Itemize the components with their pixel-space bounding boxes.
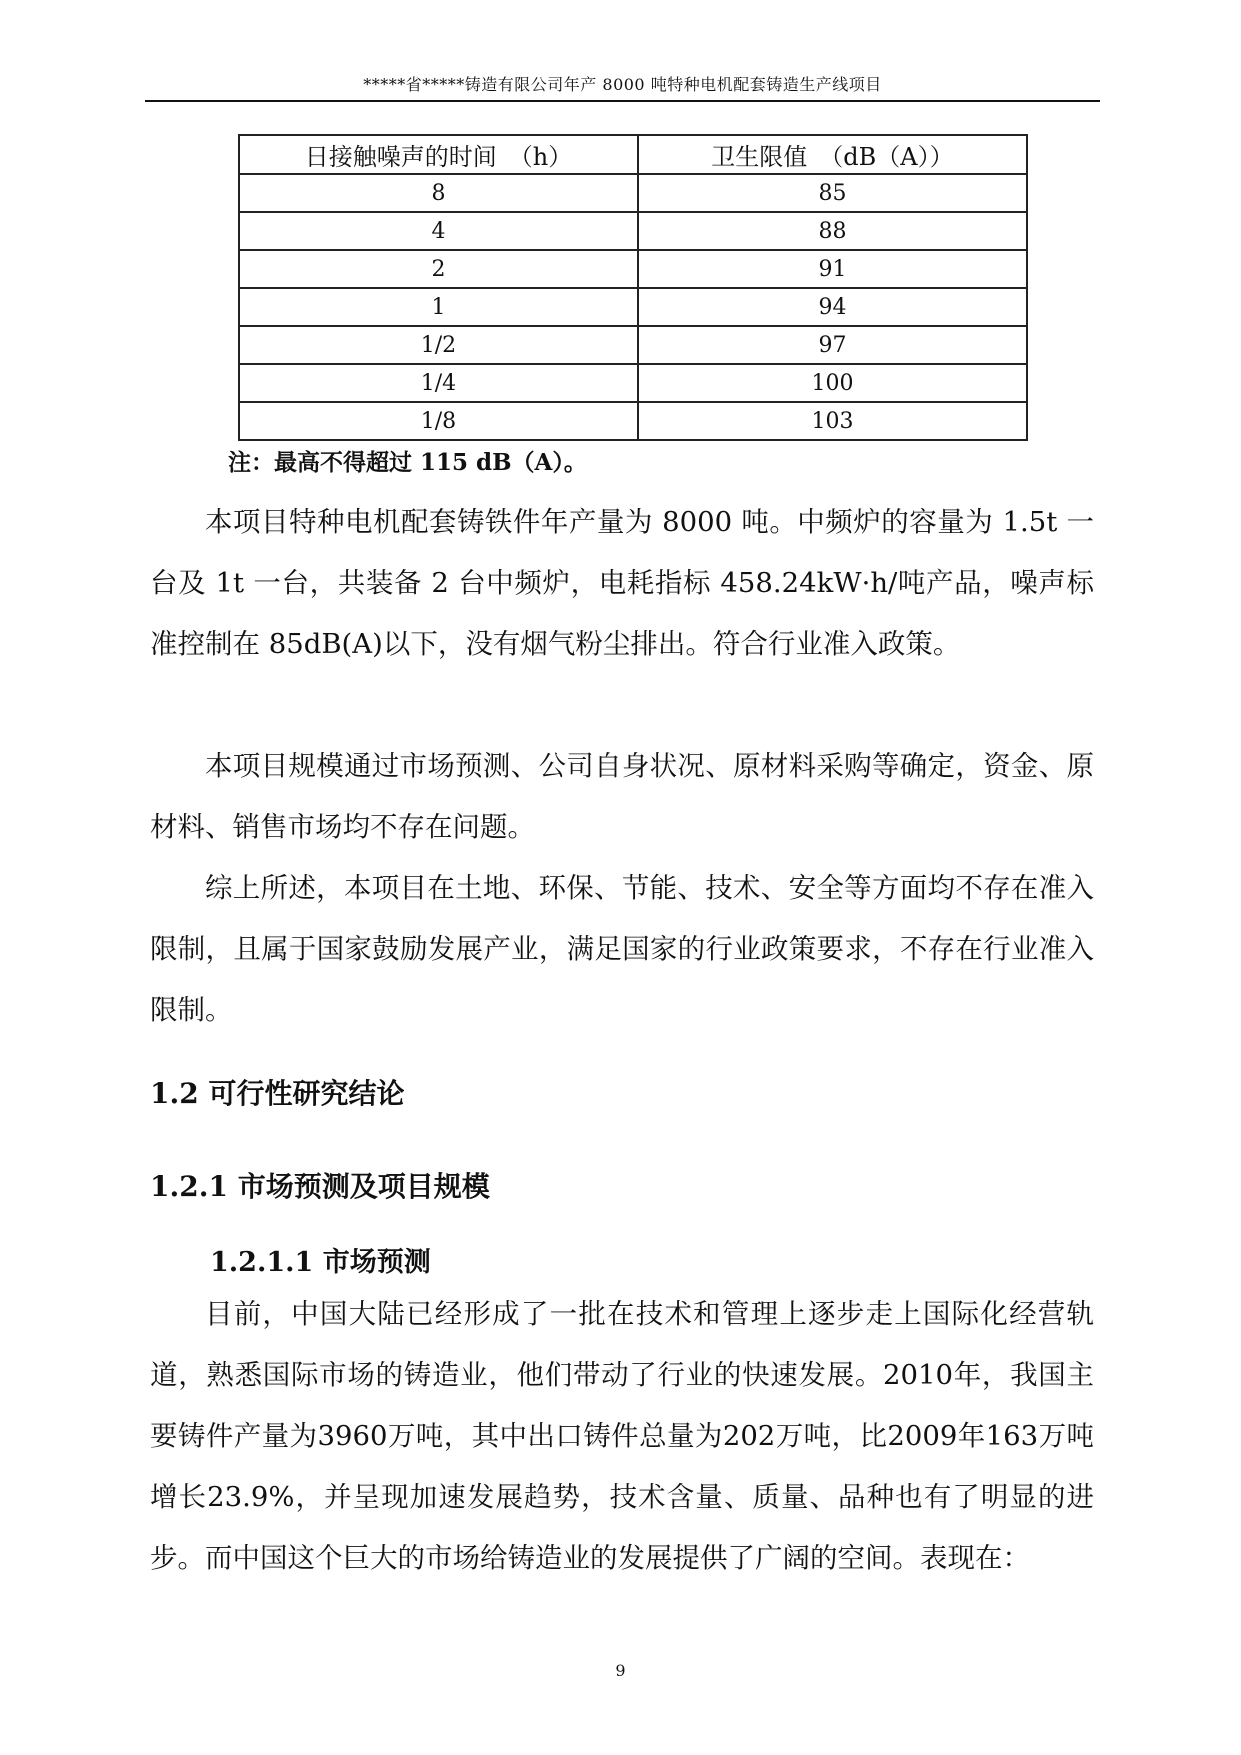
heading-market-forecast-scale: 1.2.1 市场预测及项目规模 xyxy=(150,1170,490,1203)
table-note: 注：最高不得超过 115 dB（A）。 xyxy=(228,449,587,476)
cell-limit: 94 xyxy=(638,288,1027,326)
cell-hours: 8 xyxy=(239,174,638,212)
cell-limit: 100 xyxy=(638,364,1027,402)
cell-hours: 1/2 xyxy=(239,326,638,364)
table-row xyxy=(239,326,1027,364)
table-row xyxy=(239,364,1027,402)
heading-market-forecast: 1.2.1.1 市场预测 xyxy=(210,1247,431,1278)
running-header: *****省*****铸造有限公司年产 8000 吨特种电机配套铸造生产线项目 xyxy=(363,75,882,94)
cell-hours: 1/8 xyxy=(239,402,638,440)
cell-hours: 2 xyxy=(239,250,638,288)
cell-hours: 4 xyxy=(239,212,638,250)
column-header-hours: 日接触噪声的时间 （h） xyxy=(239,135,638,174)
cell-limit: 88 xyxy=(638,212,1027,250)
paragraph-summary: 综上所述，本项目在土地、环保、节能、技术、安全等方面均不存在准入限制，且属于国家鼓励发展产业，满足国家的行业政策要求，不存在行业准入限制。 xyxy=(150,872,1094,1026)
paragraph-scale: 本项目规模通过市场预测、公司自身状况、原材料采购等确定，资金、原材料、销售市场均不存在问题。 xyxy=(150,750,1094,843)
cell-hours: 1/4 xyxy=(239,364,638,402)
page-number: 9 xyxy=(615,1661,626,1680)
heading-feasibility-conclusion: 1.2 可行性研究结论 xyxy=(150,1077,405,1110)
table-row xyxy=(239,250,1027,288)
cell-hours: 1 xyxy=(239,288,638,326)
column-header-limit: 卫生限值 （dB（A）） xyxy=(638,135,1027,174)
table-row xyxy=(239,402,1027,440)
table-row xyxy=(239,288,1027,326)
cell-limit: 97 xyxy=(638,326,1027,364)
table-header-row xyxy=(239,135,1027,174)
table-row xyxy=(239,212,1027,250)
table-row xyxy=(239,174,1027,212)
noise-limit-table xyxy=(238,134,1028,441)
cell-limit: 103 xyxy=(638,402,1027,440)
header-divider xyxy=(145,100,1100,102)
cell-limit: 85 xyxy=(638,174,1027,212)
paragraph-production: 本项目特种电机配套铸铁件年产量为 8000 吨。中频炉的容量为 1.5t 一台及 1t 一台，共装备 2 台中频炉，电耗指标 458.24kW·h/吨产品，噪声标准控制在 85dB(A)以下，没有烟气粉尘排出。符合行业准入政策。 xyxy=(150,506,1094,660)
paragraph-market: 目前，中国大陆已经形成了一批在技术和管理上逐步走上国际化经营轨道，熟悉国际市场的铸造业，他们带动了行业的快速发展。2010年，我国主要铸件产量为3960万吨，其中出口铸件总量为202万吨，比2009年163万吨增长23.9%，并呈现加速发展趋势，技术含量、质量、品种也有了明显的进步。而中国这个巨大的市场给铸造业的发展提供了广阔的空间。表现在： xyxy=(150,1298,1094,1574)
cell-limit: 91 xyxy=(638,250,1027,288)
